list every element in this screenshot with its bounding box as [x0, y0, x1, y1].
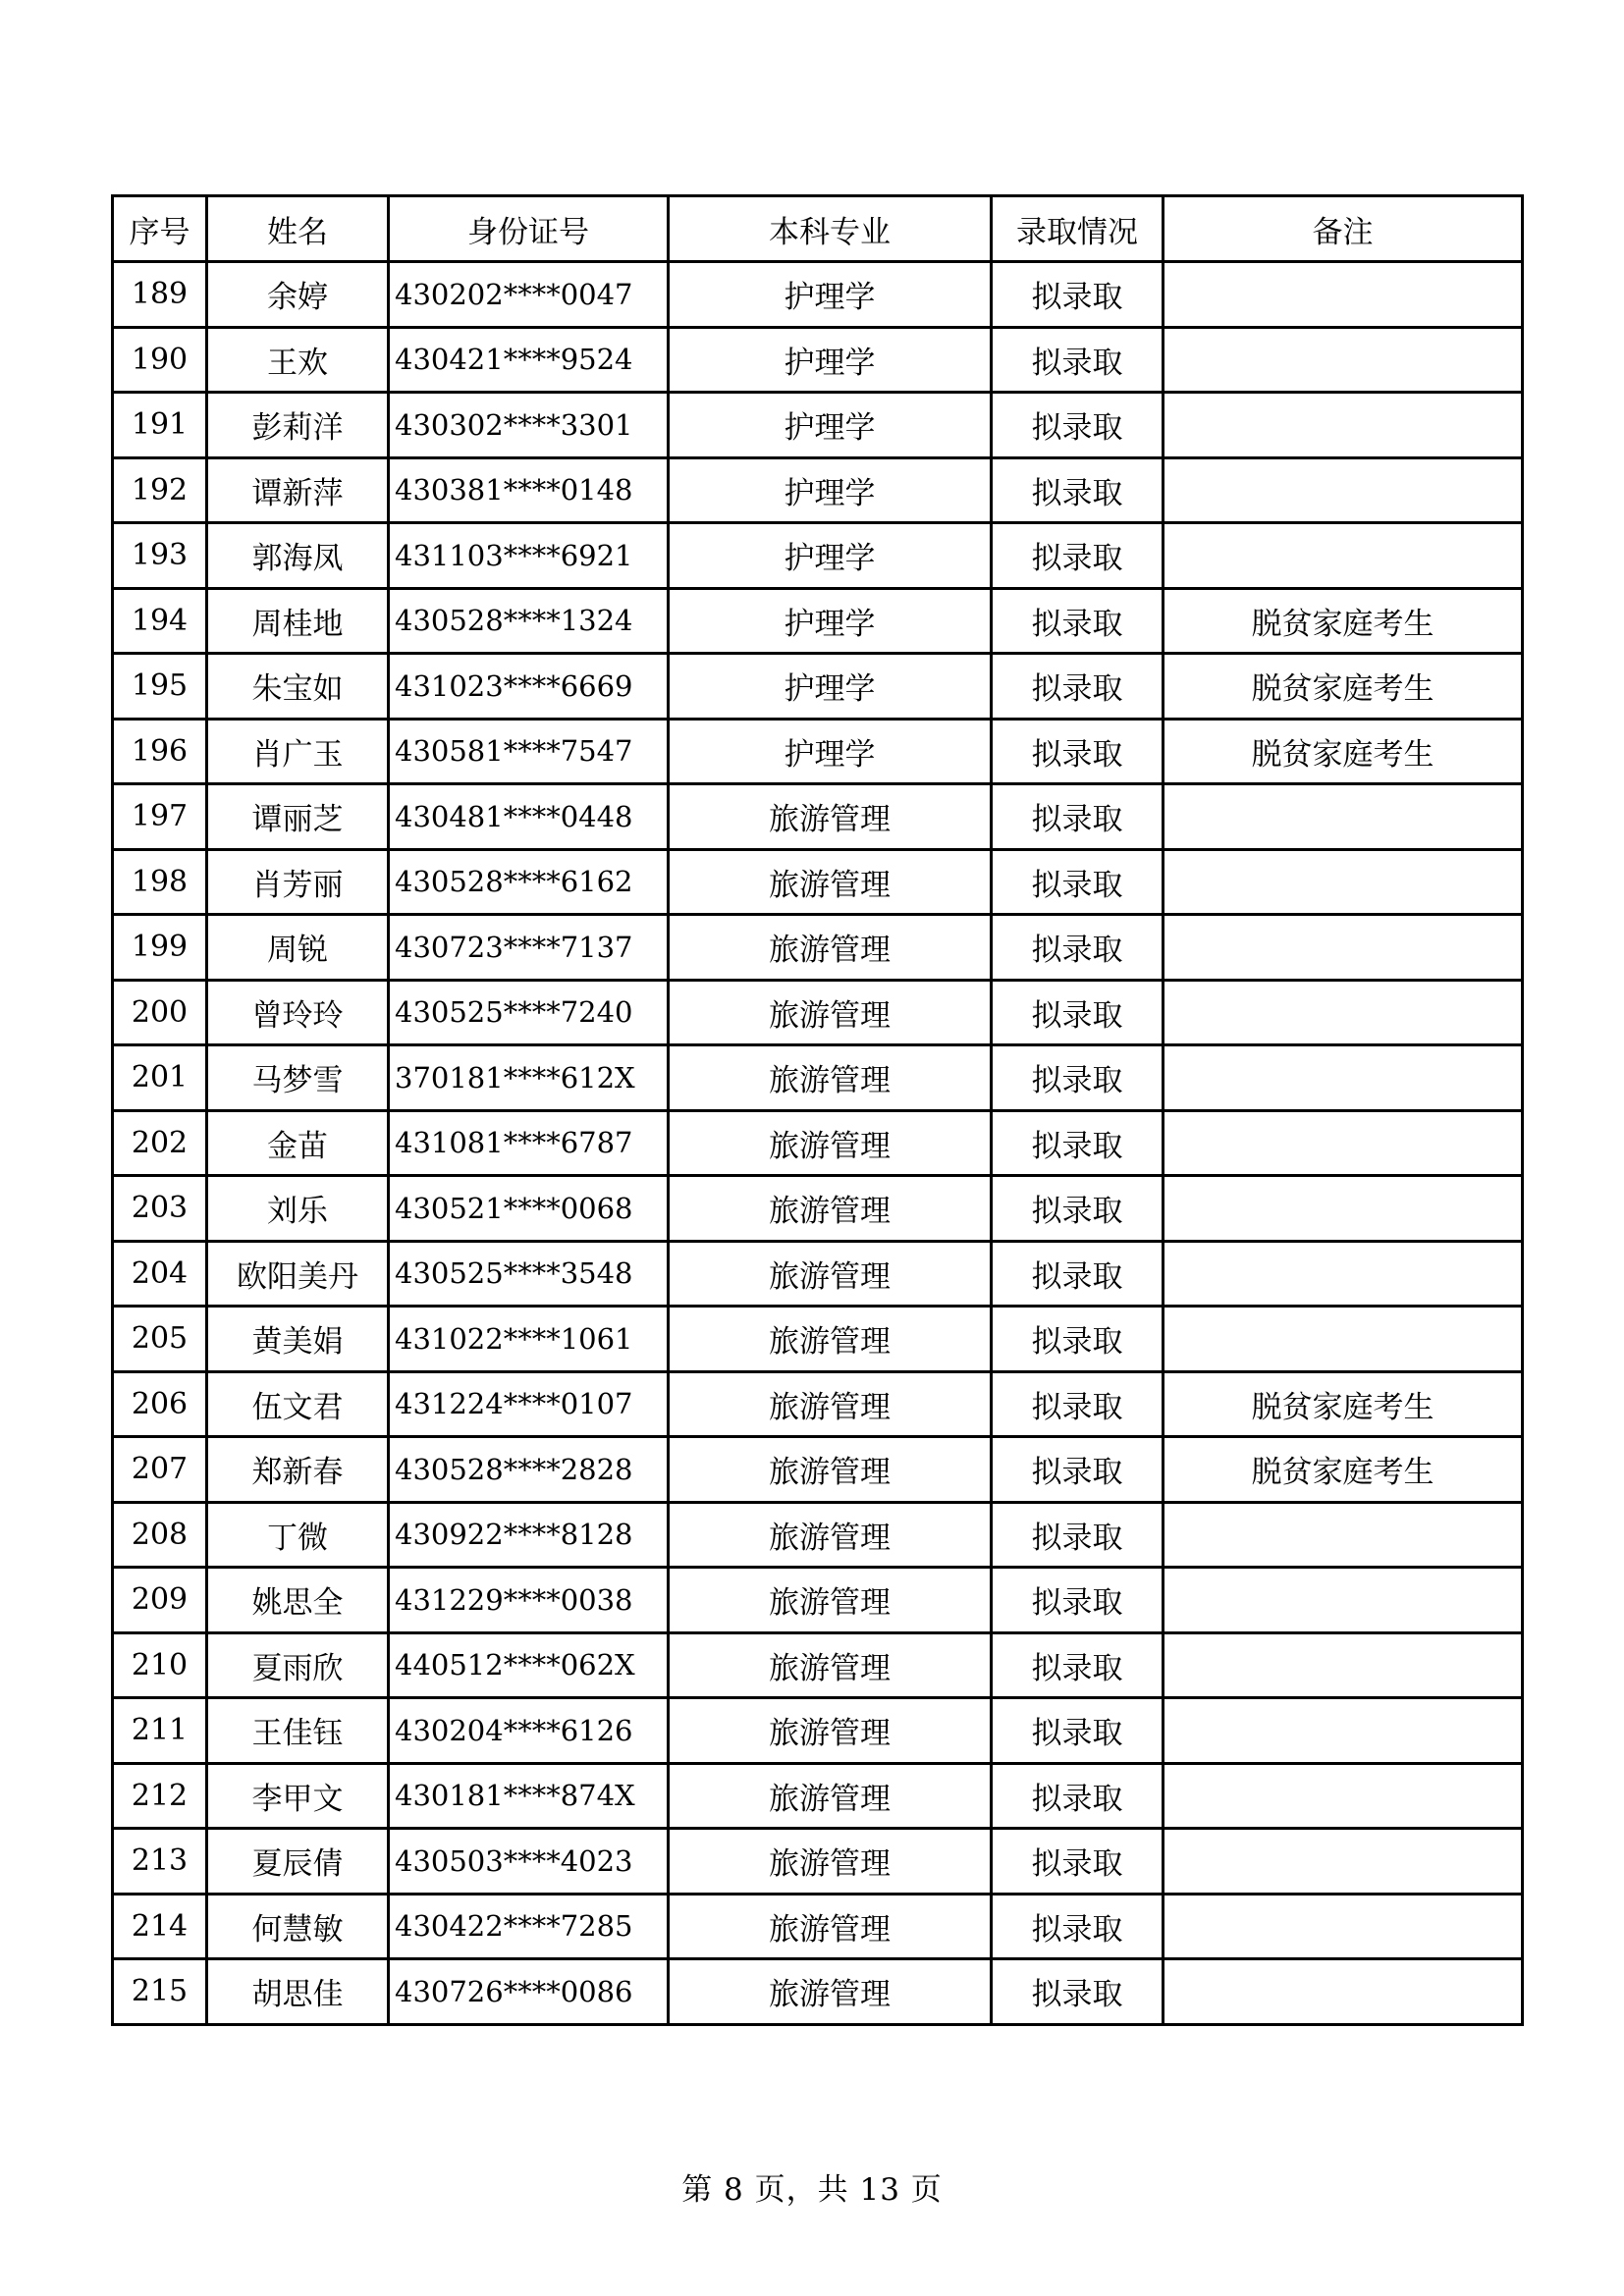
seq-cell: 200 — [113, 980, 207, 1045]
id-number-cell: 431023****6669 — [389, 654, 669, 720]
seq-cell: 214 — [113, 1894, 207, 1959]
major-cell: 护理学 — [669, 523, 992, 589]
id-number-cell: 430726****0086 — [389, 1959, 669, 2025]
seq-cell: 202 — [113, 1110, 207, 1176]
admission-status-cell: 拟录取 — [992, 393, 1164, 458]
seq-cell: 210 — [113, 1632, 207, 1698]
major-cell: 护理学 — [669, 327, 992, 393]
admission-status-cell: 拟录取 — [992, 784, 1164, 850]
name-cell: 何慧敏 — [207, 1894, 389, 1959]
seq-cell: 205 — [113, 1307, 207, 1372]
table-row — [113, 1176, 1523, 1242]
header-seq: 序号 — [113, 196, 207, 262]
admission-status-cell: 拟录取 — [992, 719, 1164, 784]
major-cell: 旅游管理 — [669, 980, 992, 1045]
id-number-cell: 430528****1324 — [389, 588, 669, 654]
name-cell: 马梦雪 — [207, 1045, 389, 1111]
seq-cell: 207 — [113, 1437, 207, 1503]
id-number-cell: 430202****0047 — [389, 262, 669, 328]
remarks-cell — [1164, 1110, 1523, 1176]
name-cell: 肖芳丽 — [207, 849, 389, 915]
remarks-cell — [1164, 457, 1523, 523]
table-row — [113, 915, 1523, 981]
seq-cell: 198 — [113, 849, 207, 915]
remarks-cell — [1164, 1894, 1523, 1959]
id-number-cell: 430581****7547 — [389, 719, 669, 784]
remarks-cell — [1164, 849, 1523, 915]
name-cell: 余婷 — [207, 262, 389, 328]
name-cell: 王佳钰 — [207, 1698, 389, 1764]
name-cell: 夏辰倩 — [207, 1829, 389, 1895]
seq-cell: 195 — [113, 654, 207, 720]
admission-status-cell: 拟录取 — [992, 1632, 1164, 1698]
seq-cell: 204 — [113, 1241, 207, 1307]
remarks-cell — [1164, 262, 1523, 328]
major-cell: 旅游管理 — [669, 1176, 992, 1242]
major-cell: 旅游管理 — [669, 1241, 992, 1307]
name-cell: 丁微 — [207, 1502, 389, 1568]
major-cell: 旅游管理 — [669, 1371, 992, 1437]
name-cell: 伍文君 — [207, 1371, 389, 1437]
table-row — [113, 1307, 1523, 1372]
id-number-cell: 431022****1061 — [389, 1307, 669, 1372]
admission-status-cell: 拟录取 — [992, 1437, 1164, 1503]
table-body — [113, 262, 1523, 2025]
name-cell: 肖广玉 — [207, 719, 389, 784]
remarks-cell — [1164, 1502, 1523, 1568]
seq-cell: 206 — [113, 1371, 207, 1437]
seq-cell: 201 — [113, 1045, 207, 1111]
id-number-cell: 430302****3301 — [389, 393, 669, 458]
header-name: 姓名 — [207, 196, 389, 262]
remarks-cell — [1164, 980, 1523, 1045]
remarks-cell — [1164, 327, 1523, 393]
seq-cell: 213 — [113, 1829, 207, 1895]
admission-status-cell: 拟录取 — [992, 327, 1164, 393]
table-row — [113, 1894, 1523, 1959]
admission-status-cell: 拟录取 — [992, 1045, 1164, 1111]
seq-cell: 191 — [113, 393, 207, 458]
table-row — [113, 1110, 1523, 1176]
name-cell: 刘乐 — [207, 1176, 389, 1242]
admission-status-cell: 拟录取 — [992, 1698, 1164, 1764]
remarks-cell — [1164, 1045, 1523, 1111]
admission-status-cell: 拟录取 — [992, 1110, 1164, 1176]
seq-cell: 215 — [113, 1959, 207, 2025]
table-row — [113, 588, 1523, 654]
id-number-cell: 431229****0038 — [389, 1568, 669, 1633]
major-cell: 护理学 — [669, 588, 992, 654]
name-cell: 曾玲玲 — [207, 980, 389, 1045]
seq-cell: 212 — [113, 1763, 207, 1829]
remarks-cell: 脱贫家庭考生 — [1164, 654, 1523, 720]
major-cell: 护理学 — [669, 654, 992, 720]
major-cell: 旅游管理 — [669, 1110, 992, 1176]
name-cell: 姚思全 — [207, 1568, 389, 1633]
page-footer: 第 8 页，共 13 页 — [681, 2172, 943, 2208]
admission-status-cell: 拟录取 — [992, 1959, 1164, 2025]
id-number-cell: 431103****6921 — [389, 523, 669, 589]
remarks-cell — [1164, 1959, 1523, 2025]
id-number-cell: 430528****6162 — [389, 849, 669, 915]
name-cell: 郑新春 — [207, 1437, 389, 1503]
id-number-cell: 430723****7137 — [389, 915, 669, 981]
seq-cell: 211 — [113, 1698, 207, 1764]
name-cell: 胡思佳 — [207, 1959, 389, 2025]
major-cell: 旅游管理 — [669, 1698, 992, 1764]
admission-status-cell: 拟录取 — [992, 1371, 1164, 1437]
admission-status-cell: 拟录取 — [992, 457, 1164, 523]
seq-cell: 203 — [113, 1176, 207, 1242]
id-number-cell: 430181****874X — [389, 1763, 669, 1829]
remarks-cell: 脱贫家庭考生 — [1164, 1371, 1523, 1437]
table-row — [113, 1568, 1523, 1633]
id-number-cell: 430525****7240 — [389, 980, 669, 1045]
major-cell: 旅游管理 — [669, 784, 992, 850]
id-number-cell: 430481****0448 — [389, 784, 669, 850]
table-row — [113, 980, 1523, 1045]
remarks-cell — [1164, 915, 1523, 981]
admission-status-cell: 拟录取 — [992, 1829, 1164, 1895]
seq-cell: 196 — [113, 719, 207, 784]
remarks-cell — [1164, 1698, 1523, 1764]
major-cell: 旅游管理 — [669, 1307, 992, 1372]
major-cell: 护理学 — [669, 262, 992, 328]
name-cell: 王欢 — [207, 327, 389, 393]
table-row — [113, 849, 1523, 915]
table-row — [113, 1371, 1523, 1437]
table-row — [113, 1632, 1523, 1698]
id-number-cell: 430503****4023 — [389, 1829, 669, 1895]
header-major: 本科专业 — [669, 196, 992, 262]
remarks-cell — [1164, 1568, 1523, 1633]
admission-status-cell: 拟录取 — [992, 1176, 1164, 1242]
admission-status-cell: 拟录取 — [992, 654, 1164, 720]
admission-status-cell: 拟录取 — [992, 980, 1164, 1045]
major-cell: 旅游管理 — [669, 1568, 992, 1633]
name-cell: 金苗 — [207, 1110, 389, 1176]
id-number-cell: 430525****3548 — [389, 1241, 669, 1307]
remarks-cell — [1164, 1829, 1523, 1895]
admission-status-cell: 拟录取 — [992, 1307, 1164, 1372]
admission-table — [111, 194, 1524, 2026]
name-cell: 黄美娟 — [207, 1307, 389, 1372]
id-number-cell: 430204****6126 — [389, 1698, 669, 1764]
remarks-cell — [1164, 1176, 1523, 1242]
table-header-row — [113, 196, 1523, 262]
remarks-cell: 脱贫家庭考生 — [1164, 588, 1523, 654]
seq-cell: 197 — [113, 784, 207, 850]
table-row — [113, 327, 1523, 393]
id-number-cell: 431081****6787 — [389, 1110, 669, 1176]
name-cell: 夏雨欣 — [207, 1632, 389, 1698]
major-cell: 旅游管理 — [669, 1045, 992, 1111]
major-cell: 旅游管理 — [669, 1959, 992, 2025]
table-row — [113, 393, 1523, 458]
seq-cell: 193 — [113, 523, 207, 589]
header-remarks: 备注 — [1164, 196, 1523, 262]
table-row — [113, 719, 1523, 784]
name-cell: 彭莉洋 — [207, 393, 389, 458]
admission-status-cell: 拟录取 — [992, 849, 1164, 915]
seq-cell: 194 — [113, 588, 207, 654]
remarks-cell — [1164, 1632, 1523, 1698]
remarks-cell — [1164, 523, 1523, 589]
name-cell: 郭海凤 — [207, 523, 389, 589]
remarks-cell — [1164, 784, 1523, 850]
name-cell: 周桂地 — [207, 588, 389, 654]
admission-status-cell: 拟录取 — [992, 1763, 1164, 1829]
id-number-cell: 430381****0148 — [389, 457, 669, 523]
seq-cell: 189 — [113, 262, 207, 328]
admission-status-cell: 拟录取 — [992, 523, 1164, 589]
name-cell: 李甲文 — [207, 1763, 389, 1829]
admission-status-cell: 拟录取 — [992, 915, 1164, 981]
admission-status-cell: 拟录取 — [992, 262, 1164, 328]
admission-status-cell: 拟录取 — [992, 588, 1164, 654]
table-row — [113, 1763, 1523, 1829]
major-cell: 旅游管理 — [669, 1894, 992, 1959]
table-row — [113, 1829, 1523, 1895]
table-row — [113, 1437, 1523, 1503]
seq-cell: 192 — [113, 457, 207, 523]
major-cell: 护理学 — [669, 719, 992, 784]
major-cell: 旅游管理 — [669, 849, 992, 915]
name-cell: 朱宝如 — [207, 654, 389, 720]
seq-cell: 190 — [113, 327, 207, 393]
seq-cell: 199 — [113, 915, 207, 981]
major-cell: 旅游管理 — [669, 1763, 992, 1829]
remarks-cell: 脱贫家庭考生 — [1164, 719, 1523, 784]
remarks-cell — [1164, 1241, 1523, 1307]
id-number-cell: 440512****062X — [389, 1632, 669, 1698]
id-number-cell: 430528****2828 — [389, 1437, 669, 1503]
name-cell: 欧阳美丹 — [207, 1241, 389, 1307]
id-number-cell: 430922****8128 — [389, 1502, 669, 1568]
id-number-cell: 430521****0068 — [389, 1176, 669, 1242]
major-cell: 旅游管理 — [669, 1632, 992, 1698]
id-number-cell: 431224****0107 — [389, 1371, 669, 1437]
major-cell: 旅游管理 — [669, 1437, 992, 1503]
table-row — [113, 1045, 1523, 1111]
remarks-cell: 脱贫家庭考生 — [1164, 1437, 1523, 1503]
id-number-cell: 370181****612X — [389, 1045, 669, 1111]
header-admission-status: 录取情况 — [992, 196, 1164, 262]
remarks-cell — [1164, 393, 1523, 458]
table-row — [113, 1959, 1523, 2025]
admission-status-cell: 拟录取 — [992, 1241, 1164, 1307]
seq-cell: 208 — [113, 1502, 207, 1568]
major-cell: 护理学 — [669, 457, 992, 523]
header-id-number: 身份证号 — [389, 196, 669, 262]
name-cell: 谭丽芝 — [207, 784, 389, 850]
table-row — [113, 1241, 1523, 1307]
remarks-cell — [1164, 1307, 1523, 1372]
id-number-cell: 430421****9524 — [389, 327, 669, 393]
table-row — [113, 523, 1523, 589]
table-row — [113, 1698, 1523, 1764]
admission-status-cell: 拟录取 — [992, 1568, 1164, 1633]
seq-cell: 209 — [113, 1568, 207, 1633]
major-cell: 护理学 — [669, 393, 992, 458]
table-row — [113, 262, 1523, 328]
name-cell: 周锐 — [207, 915, 389, 981]
table-row — [113, 1502, 1523, 1568]
major-cell: 旅游管理 — [669, 1829, 992, 1895]
table-row — [113, 654, 1523, 720]
name-cell: 谭新萍 — [207, 457, 389, 523]
id-number-cell: 430422****7285 — [389, 1894, 669, 1959]
table-row — [113, 784, 1523, 850]
remarks-cell — [1164, 1763, 1523, 1829]
major-cell: 旅游管理 — [669, 1502, 992, 1568]
major-cell: 旅游管理 — [669, 915, 992, 981]
admission-status-cell: 拟录取 — [992, 1502, 1164, 1568]
table-row — [113, 457, 1523, 523]
admission-status-cell: 拟录取 — [992, 1894, 1164, 1959]
